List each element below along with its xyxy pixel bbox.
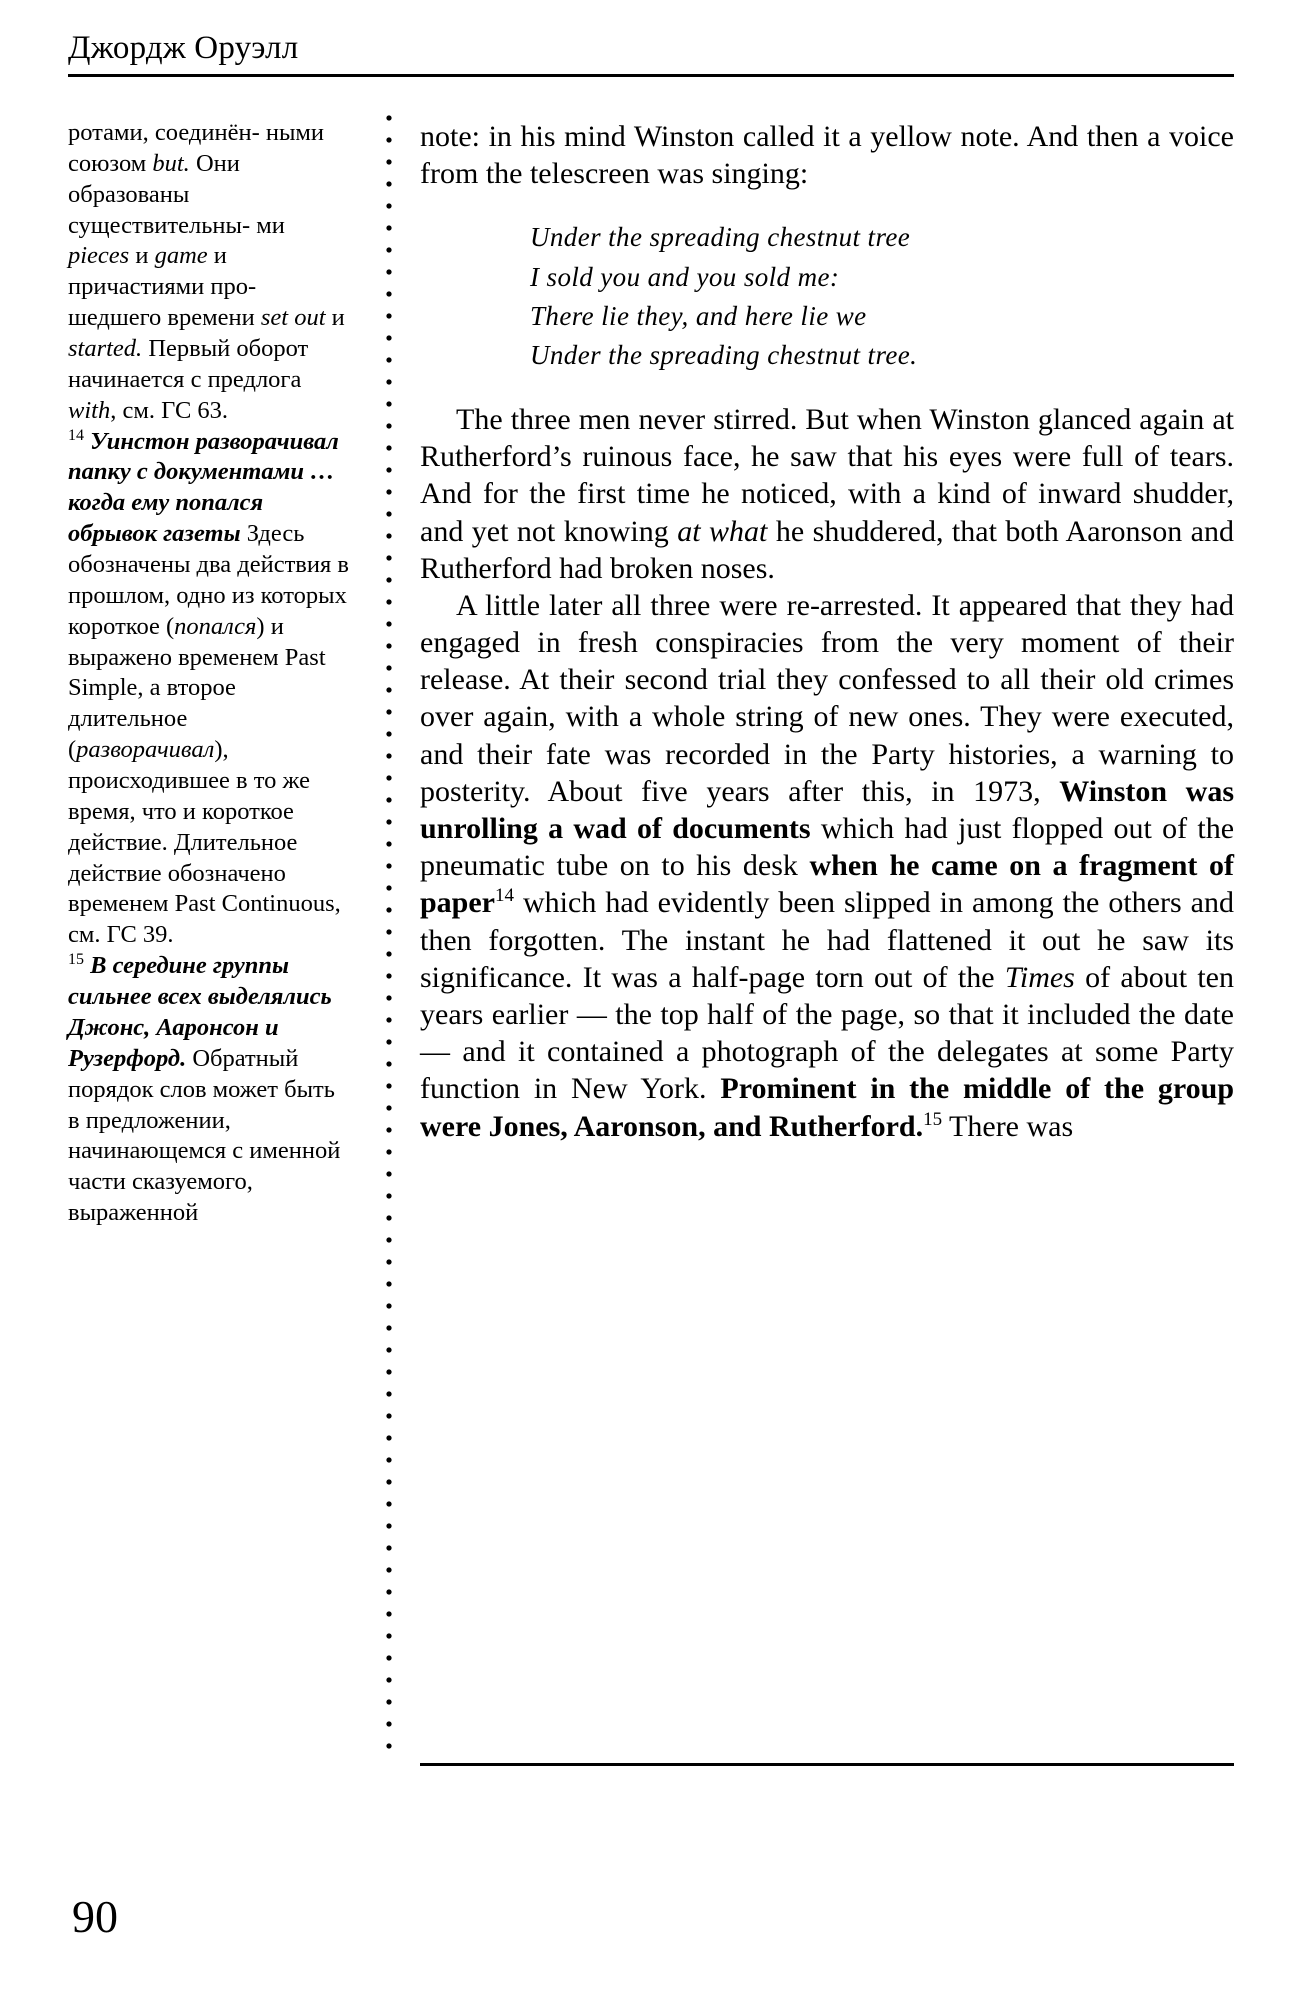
main-paragraph-1: note: in his mind Winston called it a yellow note. And then a voice from the telescreen was singing: xyxy=(420,120,1234,191)
footnote-14 xyxy=(68,427,351,952)
commentary-column xyxy=(68,118,351,1229)
commentary-text-3: и xyxy=(129,242,155,270)
page-header xyxy=(68,30,1234,77)
commentary-italic-1: but. xyxy=(152,149,190,177)
footnote-reference-14: 14 xyxy=(495,885,514,907)
paragraph-3-bold-2: when he came on a fragment of paper xyxy=(420,849,1234,920)
footnote-reference-15: 15 xyxy=(923,1108,943,1130)
footnote-14-italic-2: разворачивал xyxy=(76,736,215,764)
footnote-14-lemma: Уинстон разворачивал папку с документами … когда ему попался обрывок газеты xyxy=(68,427,339,548)
main-paragraph-3 xyxy=(420,587,1234,1145)
paragraph-3-text-3: which had evidently been slipped in among the others and then forgotten. The instant he had flattened it out he saw its significance. It was a half-page torn out of the xyxy=(420,886,1234,994)
footer-divider-rule xyxy=(420,1763,1234,1766)
footnote-15 xyxy=(68,951,351,1229)
paragraph-3-text-1: A little later all three were re-arrested. It appeared that they had engaged in fresh conspiracies from the very moment of their release. At their second trial they confessed to all their old crimes over again, with a whole string of new ones. They were executed, and their fate was recorded in the Party histories, a warning to posterity. About five years after this, in 1973, xyxy=(420,588,1234,808)
paragraph-3-bold-3: Prominent in the middle of the group were Jones, Aaronson, and Rutherford. xyxy=(420,1072,1235,1143)
commentary-italic-6: with xyxy=(68,396,111,424)
verse-line-3: There lie they, and here lie we xyxy=(530,300,867,331)
paragraph-2-text-2: he shuddered, that both Aaronson and Rutherford had broken noses. xyxy=(420,514,1234,585)
commentary-italic-5: started. xyxy=(68,335,143,363)
commentary-text-1: ротами, соединён- ными союзом xyxy=(68,119,325,177)
verse-line-4: Under the spreading chestnut tree. xyxy=(530,339,918,370)
footnote-14-number: 14 xyxy=(68,426,84,444)
commentary-text-4: и причастиями про- шедшего времени xyxy=(68,242,261,332)
footnote-14-text-1: Здесь обозначены два действия в прошлом, одно из которых короткое ( xyxy=(68,520,349,640)
paragraph-3-text-4: of about ten years earlier — the top half of the page, so that it included the date — and it contained a photograph of the delegates at some Party function in New York. xyxy=(420,960,1234,1106)
commentary-text-2: Они образованы существительны- ми xyxy=(68,149,285,239)
paragraph-3-text-5: There was xyxy=(942,1109,1074,1143)
page-content xyxy=(68,118,1234,1878)
main-text-column xyxy=(420,118,1234,1145)
commentary-text-5: и xyxy=(325,304,345,332)
footnote-15-lemma: В середине группы сильнее всех выделялись Джонс, Ааронсон и Рузерфорд. xyxy=(68,952,332,1072)
footnote-15-text: Обратный порядок слов может быть в предложении, начинающемся с именной части сказуемого, выраженной xyxy=(68,1044,341,1227)
page-number: 90 xyxy=(72,1891,118,1942)
commentary-italic-2: pieces xyxy=(68,242,130,270)
main-paragraph-2 xyxy=(420,401,1234,587)
footnote-14-italic-1: попался xyxy=(174,612,257,640)
paragraph-2-text-1: The three men never stirred. But when Winston glanced again at Rutherford’s ruinous face, he saw that his eyes were full of tears. And for the first time he noticed, with a kind of inward shudder, and yet not knowing xyxy=(420,402,1234,548)
paragraph-2-italic: at what xyxy=(677,514,768,548)
verse-line-2: I sold you and you sold me: xyxy=(530,261,840,292)
commentary-text-7: , см. ГС 63. xyxy=(110,396,229,424)
commentary-text-6: Первый оборот начинается с предлога xyxy=(68,335,309,393)
commentary-paragraph xyxy=(68,118,351,427)
paragraph-3-bold-1: Winston was unrolling a wad of documents xyxy=(420,774,1234,845)
book-author-title: Джордж Оруэлл xyxy=(68,30,299,66)
paragraph-3-italic: Times xyxy=(1004,960,1075,994)
header-divider-rule xyxy=(68,74,1234,77)
footnote-15-number: 15 xyxy=(68,951,84,969)
footnote-14-text-2: ) и выражено временем Past Simple, а второе длительное ( xyxy=(68,612,326,764)
paragraph-3-text-2: which had just flopped out of the pneumatic tube on to his desk xyxy=(420,812,1235,883)
footnote-14-text-3: ), происходившее в то же время, что и короткое действие. Длительное действие обозначено временем Past Continuous, см. ГС 39. xyxy=(68,736,341,949)
verse-line-1: Under the spreading chestnut tree xyxy=(530,222,911,253)
commentary-italic-4: set out xyxy=(260,304,326,332)
dotted-column-divider xyxy=(385,114,393,1754)
commentary-italic-3: game xyxy=(154,242,208,270)
song-verse-block xyxy=(420,218,1234,375)
